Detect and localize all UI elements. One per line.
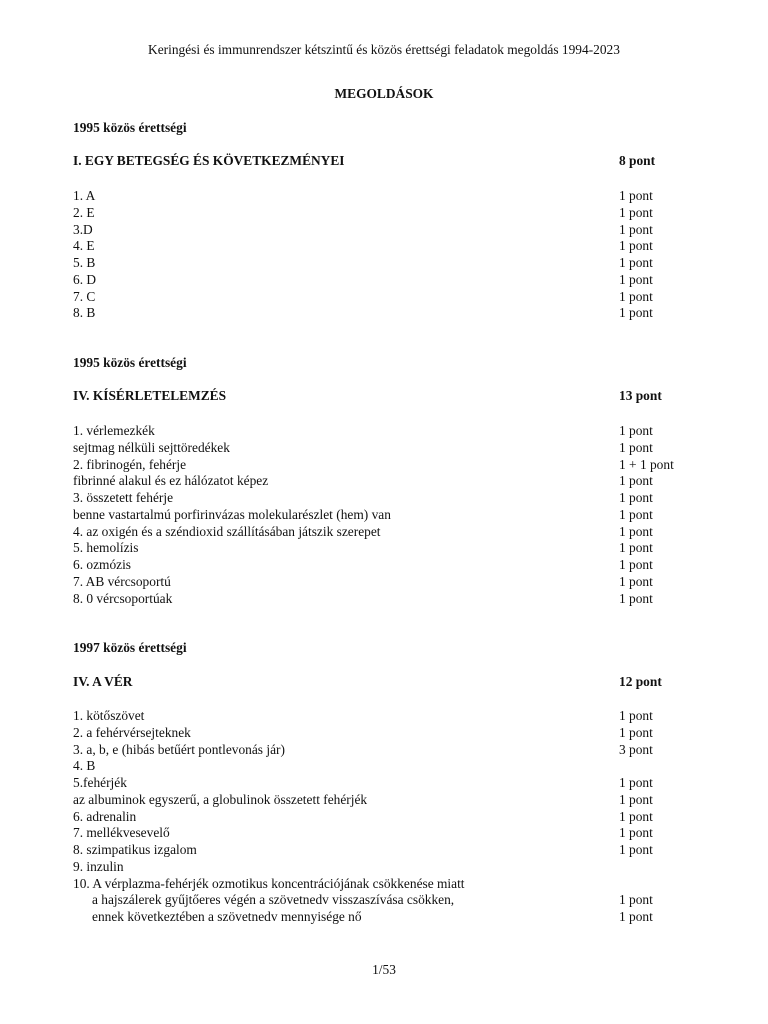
answer-points: 1 pont [619,523,653,539]
answer-text: 3. összetett fehérje [73,490,174,505]
answer-points: 1 pont [619,439,653,455]
exam-label: 1995 közös érettségi [73,355,187,370]
answer-points: 1 pont [619,204,653,220]
answer-points: 1 pont [619,473,653,489]
answer-points: 1 pont [619,842,653,857]
answer-text: 7. C [73,288,96,304]
exam-label: 1995 közös érettségi [73,120,187,135]
answer-text: 2. E [73,204,95,220]
answer-text: 5. B [73,255,96,270]
answer-text: 9. inzulin [73,858,124,874]
answer-points: 1 + 1 pont [619,456,674,472]
answer-points: 1 pont [619,238,653,254]
answer-points: 1 pont [619,825,653,841]
answer-points: 1 pont [619,775,653,790]
answer-text: 1. vérlemezkék [73,423,155,438]
answer-points: 1 pont [619,506,653,522]
answer-points: 1 pont [619,909,653,924]
answer-text: 6. D [73,271,97,287]
answer-points: 1 pont [619,255,653,270]
answer-text: fibrinné alakul és ez hálózatot képez [73,473,269,489]
answer-text: a hajszálerek gyűjtőeres végén a szövetnedv visszaszívása csökken, [92,892,455,908]
answer-points: 1 pont [619,892,653,908]
answer-points: 1 pont [619,188,653,203]
answer-text: 5. hemolízis [73,540,139,556]
answer-text: 4. B [73,758,96,774]
section-heading: I. EGY BETEGSÉG ÉS KÖVETKEZMÉNYEI [73,153,345,168]
section-total-points: 13 pont [619,388,662,403]
answer-text: az albuminok egyszerű, a globulinok összetett fehérjék [73,791,368,807]
answer-points: 1 pont [619,221,653,237]
answer-text: 6. ozmózis [73,557,132,572]
answer-text: 7. mellékvesevelő [73,825,170,841]
answer-text: 8. szimpatikus izgalom [73,842,197,857]
answer-text: 4. az oxigén és a széndioxid szállításában játszik szerepet [73,523,381,539]
page-number: 1/53 [372,962,396,977]
answer-points: 1 pont [619,791,653,807]
answer-points: 3 pont [619,741,653,757]
answer-points: 1 pont [619,271,653,287]
answer-text: 4. E [73,238,95,254]
section-heading: IV. A VÉR [73,674,133,689]
answer-text: 6. adrenalin [73,808,137,824]
answer-text: 8. 0 vércsoportúak [73,590,173,606]
section-total-points: 12 pont [619,674,662,689]
answer-points: 1 pont [619,808,653,824]
page-header: Keringési és immunrendszer kétszintű és közös érettségi feladatok megoldás 1994-2023 [148,42,620,57]
answer-points: 1 pont [619,708,653,723]
exam-label: 1997 közös érettségi [73,640,187,655]
answer-points: 1 pont [619,573,653,589]
answer-points: 1 pont [619,590,653,606]
answer-points: 1 pont [619,288,653,304]
answer-text: 3. a, b, e (hibás betűért pontlevonás jár) [73,741,285,757]
answer-text: 7. AB vércsoportú [73,573,171,589]
answer-text: 1. kötőszövet [73,708,145,723]
answer-text: 1. A [73,188,96,203]
answer-text: benne vastartalmú porfirinvázas molekularészlet (hem) van [73,506,391,522]
answer-text: sejtmag nélküli sejttöredékek [73,439,230,455]
section-heading: IV. KÍSÉRLETELEMZÉS [73,388,227,403]
answer-text: 2. a fehérvérsejteknek [73,724,191,740]
answer-points: 1 pont [619,724,653,740]
answer-text: 5.fehérjék [73,775,127,790]
section-total-points: 8 pont [619,153,656,168]
answer-text: 10. A vérplazma-fehérjék ozmotikus koncentrációjának csökkenése miatt [73,875,465,891]
answer-points: 1 pont [619,305,653,321]
answer-text: 3.D [73,221,93,237]
answer-text: ennek következtében a szövetnedv mennyisége nő [92,909,362,924]
answer-text: 8. B [73,305,96,321]
answer-points: 1 pont [619,490,653,505]
answer-points: 1 pont [619,557,653,572]
page-title: MEGOLDÁSOK [334,86,434,101]
answer-points: 1 pont [619,423,653,438]
answer-text: 2. fibrinogén, fehérje [73,456,187,472]
answer-points: 1 pont [619,540,653,556]
